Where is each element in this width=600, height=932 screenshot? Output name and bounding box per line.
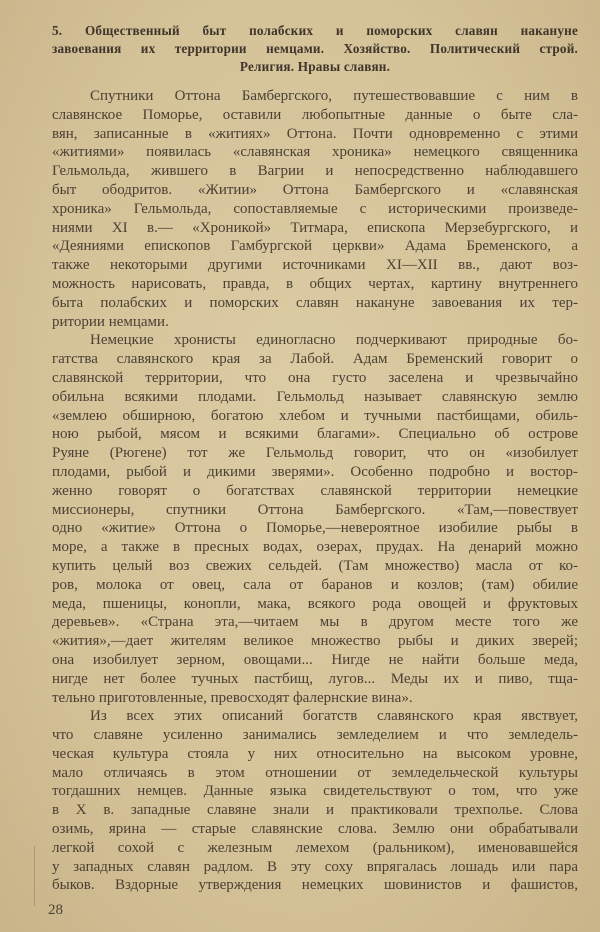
paragraph [52, 331, 578, 707]
text-line: что славяне усиленно занимались земледелием и что земледель- [52, 727, 578, 744]
paragraph [52, 87, 578, 331]
text-line: купить целый воз свежих сельдей. (Там множество) масла от ко- [52, 557, 578, 574]
text-line: Гельмольда, жившего в Вагрии и непосредственно наблюдавшего [52, 163, 578, 180]
text-line: она изобилует зерном, овощами... Нигде не найти больше меда, [52, 651, 578, 668]
text-line: ритории немцами. [52, 313, 169, 330]
text-line: славянское Поморье, оставили любопытные данные о быте сла- [52, 106, 578, 123]
text-line: Из всех этих описаний богатств славянского края явствует, [90, 708, 578, 725]
text-line: гатства славянского края за Лабой. Адам Бременский говорит о [52, 351, 578, 368]
text-line: женно говорят о богатствах славянской территории немецкие [52, 482, 578, 499]
section-heading [52, 22, 578, 76]
text-line: хроника» Гельмольда, сопоставляемые с историческими произведе- [52, 200, 578, 217]
heading-line: 5. Общественный быт полабских и поморских славян накануне [52, 23, 578, 38]
text-line: ною рыбой, мясом и всякими благами». Специально об острове [52, 426, 578, 443]
margin-pencil-mark [34, 846, 35, 906]
text-line: «жития»,—дает жителям великое множество рыбы и диких зверей; [52, 633, 578, 650]
text-line: у западных славян радлом. В эту соху впрягалась лошадь или пара [52, 858, 578, 875]
text-line: быков. Вздорные утверждения немецких шовинистов и фашистов, [52, 877, 578, 894]
text-line: Немецкие хронисты единогласно подчеркивают природные бо- [90, 332, 578, 349]
text-line: «Деяниями епископов Гамбургской церкви» Адама Бременского, а [52, 238, 578, 255]
text-line: тельно приготовленные, превосходят фалернские вина». [52, 689, 413, 706]
text-line: быт ободритов. «Житии» Оттона Бамбергского и «славянская [52, 181, 578, 198]
heading-line: Религия. Нравы славян. [239, 59, 391, 74]
paragraph [52, 707, 578, 895]
text-line: славянской территории, что она густо заселена и чрезвычайно [52, 369, 578, 386]
text-line: обильна всякими плодами. Гельмольд называет славянскую землю [52, 388, 578, 405]
text-line: одно «житие» Оттона о Поморье,—невероятное изобилие рыбы в [52, 520, 578, 537]
heading-line: завоевания их территории немцами. Хозяйство. Политический строй. [52, 41, 578, 56]
text-line: нигде нет более тучных пастбищ, лугов... Меды их и пиво, тща- [52, 670, 578, 687]
text-line: миссионеры, спутники Оттона Бамбергского. «Там,—повествует [52, 501, 578, 518]
text-line: легкой сохой с железным лемехом (ральником), именовавшейся [52, 839, 578, 856]
text-line: можность нарисовать, правда, в общих чертах, картину внутреннего [52, 275, 578, 292]
text-line: плодами, рыбой и дикими зверями». Особенно подробно и востор- [52, 463, 578, 480]
text-line: «землею обширною, богатою хлебом и тучными пастбищами, обиль- [52, 407, 578, 424]
text-line: быта полабских и поморских славян накануне завоевания их тер- [52, 294, 578, 311]
text-line: ниями XI в.— «Хроникой» Титмара, епископа Мерзебургского, и [52, 219, 578, 236]
text-line: ров, молока от овец, сала от баранов и козлов; (там) обилие [52, 576, 578, 593]
text-line: также некоторыми другими источниками XI—XII вв., дают воз- [52, 257, 578, 274]
page-number: 28 [48, 902, 63, 918]
text-line: «житиями» появилась «славянская хроника» немецкого священника [52, 144, 578, 161]
text-line: море, а также в пресных водах, озерах, прудах. На денарий можно [52, 539, 578, 556]
text-line: Руяне (Рюгене) тот же Гельмольд говорит, что он «изобилует [52, 445, 578, 462]
text-line: Спутники Оттона Бамбергского, путешествовавшие с ним в [90, 88, 578, 104]
text-line: вян, записанные в «житиях» Оттона. Почти одновременно с этими [52, 125, 578, 142]
text-line: тогдашних немцев. Данные языка свидетельствуют о том, что уже [52, 783, 578, 800]
text-line: озимь, ярина — старые славянские слова. Землю они обрабатывали [52, 821, 578, 838]
text-line: в X в. западные славяне знали и практиковали трехполье. Слова [52, 802, 578, 819]
text-line: ческая культура стояла у них относительно на высоком уровне, [52, 745, 578, 762]
body-text [52, 87, 578, 895]
text-line: деревьев». «Страна эта,—читаем мы в другом месте того же [52, 614, 578, 631]
text-line: мало отличаясь в этом отношении от земледельческой культуры [52, 764, 578, 781]
text-line: меда, пшеницы, конопли, мака, всякого рода овощей и фруктовых [52, 595, 578, 612]
